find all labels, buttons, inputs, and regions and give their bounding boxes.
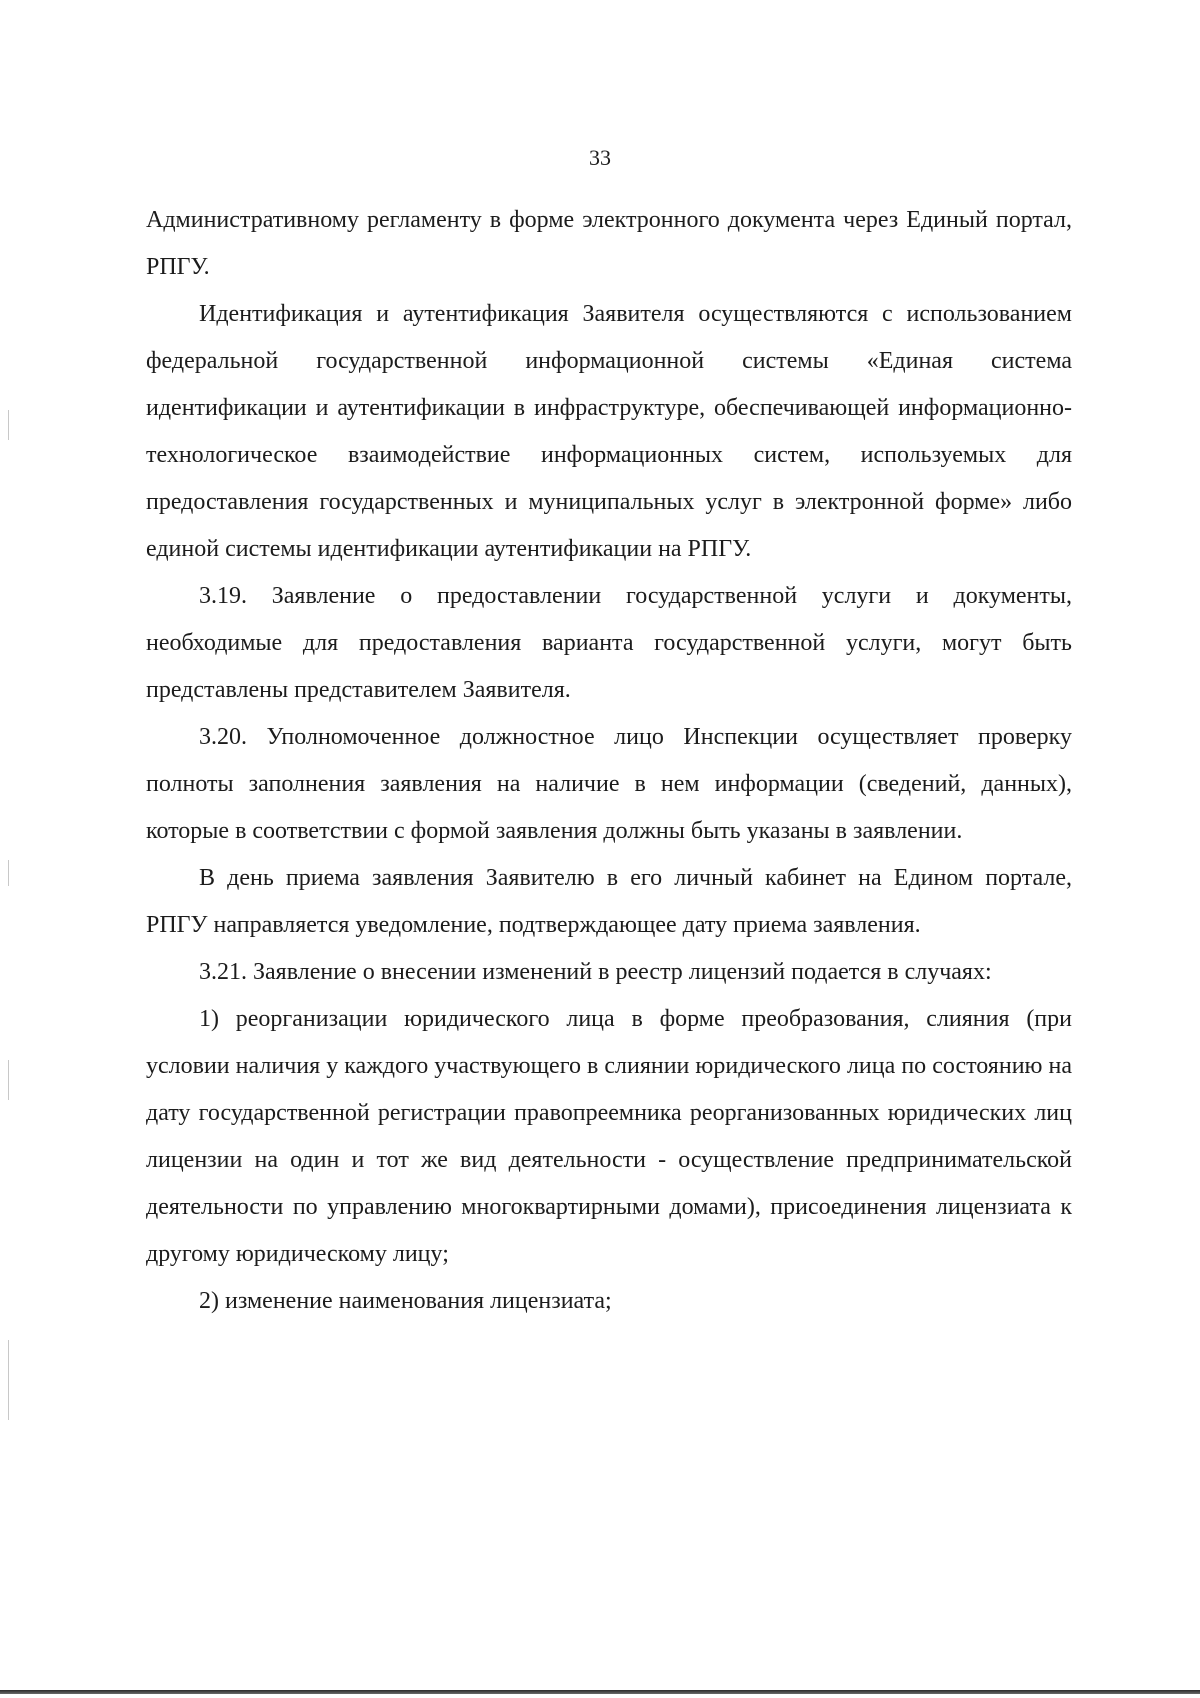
paragraph-continuation: Административному регламенту в форме электронного документа через Единый портал, РПГУ.: [146, 207, 1072, 280]
scan-margin-mark: [8, 860, 9, 886]
page-number: 33: [589, 145, 611, 170]
scan-margin-mark: [8, 1340, 9, 1420]
paragraph-3-20: 3.20. Уполномоченное должностное лицо Инспекции осуществляет проверку полноты заполнения заявления на наличие в нем информации (сведений, данных), которые в соответствии с формой заявления должны быть указаны в заявлении.: [146, 724, 1072, 844]
paragraph-identification: Идентификация и аутентификация Заявителя осуществляются с использованием федеральной государственной информационной системы «Единая система идентификации и аутентификации в инфраструктуре, обеспечивающей информационно-технологическое взаимодействие информационных систем, используемых для предоставления государственных и муниципальных услуг в электронной форме» либо единой системы идентификации аутентификации на РПГУ.: [146, 301, 1072, 562]
document-body: [146, 197, 1072, 1325]
list-item-1: 1) реорганизации юридического лица в форме преобразования, слияния (при условии наличия у каждого участвующего в слиянии юридического лица по состоянию на дату государственной регистрации правопреемника реорганизованных юридических лиц лицензии на один и тот же вид деятельности - осуществление предпринимательской деятельности по управлению многоквартирными домами), присоединения лицензиата к другому юридическому лицу;: [146, 1006, 1072, 1267]
scan-margin-mark: [8, 1060, 9, 1100]
scan-bottom-edge: [0, 1690, 1200, 1694]
paragraph-3-21: 3.21. Заявление о внесении изменений в реестр лицензий подается в случаях:: [199, 959, 992, 985]
paragraph-receipt-day: В день приема заявления Заявителю в его личный кабинет на Едином портале, РПГУ направляется уведомление, подтверждающее дату приема заявления.: [146, 865, 1072, 938]
paragraph-3-19: 3.19. Заявление о предоставлении государственной услуги и документы, необходимые для предоставления варианта государственной услуги, могут быть представлены представителем Заявителя.: [146, 583, 1072, 703]
list-item-2: 2) изменение наименования лицензиата;: [199, 1288, 612, 1314]
scan-margin-mark: [8, 410, 9, 440]
